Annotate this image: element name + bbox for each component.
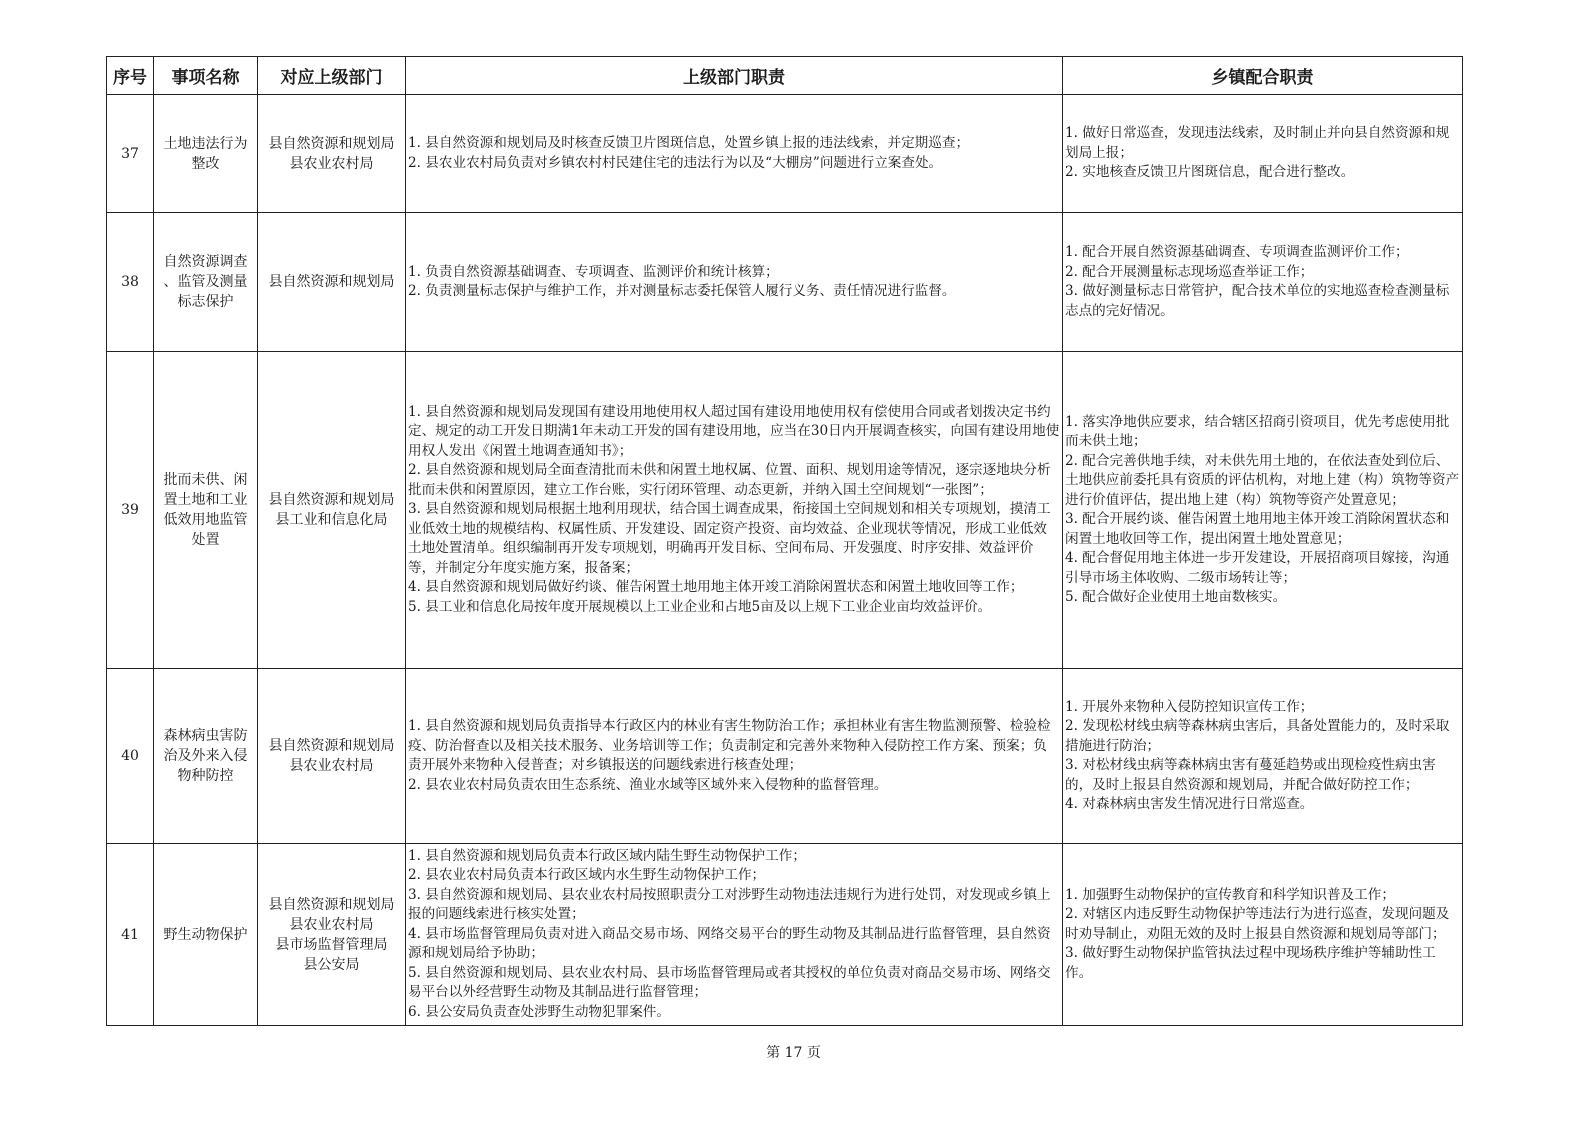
coop-item: 4. 配合督促用地主体进一步开发建设，开展招商项目嫁接，沟通引导市场主体收购、二级市场转让等；: [1065, 550, 1450, 586]
header-superior-duties: 上级部门职责: [406, 57, 1063, 95]
coop-item: 1. 做好日常巡查，发现违法线索，及时制止并向县自然资源和规划局上报；: [1065, 125, 1450, 161]
table-row: [107, 844, 1463, 1026]
row-number: 39: [107, 352, 154, 669]
item-name-cell: [154, 844, 258, 1026]
duty-item: 1. 县自然资源和规划局及时核查反馈卫片图斑信息，处置乡镇上报的违法线索，并定期巡查；: [408, 135, 970, 151]
item-name: 森林病虫害防 治及外来入侵 物种防控: [163, 728, 248, 784]
item-name: 野生动物保护: [163, 926, 248, 943]
duty-item: 4. 县自然资源和规划局做好约谈、催告闲置土地用地主体开竣工消除闲置状态和闲置土地收回等工作；: [408, 579, 1024, 596]
dept-name: 县自然资源和规划局: [268, 274, 395, 290]
responsibility-table: [106, 56, 1463, 1026]
dept-name: 县市场监督管理局: [275, 936, 388, 953]
item-name: 自然资源调查 、监管及测量 标志保护: [163, 254, 248, 310]
row-number: 37: [107, 95, 154, 213]
item-name: 批而未供、闲 置土地和工业 低效用地监管 处置: [163, 472, 248, 548]
superior-duties-cell: [406, 844, 1063, 1026]
coop-item: 2. 实地核查反馈卫片图斑信息，配合进行整改。: [1065, 164, 1355, 181]
coop-item: 2. 配合开展测量标志现场巡查举证工作；: [1065, 263, 1314, 280]
table-row: [107, 213, 1463, 352]
superior-duties-cell: [406, 213, 1063, 352]
duty-item: 1. 县自然资源和规划局负责本行政区域内陆生野生动物保护工作；: [408, 847, 806, 864]
dept-name: 县农业农村局: [289, 916, 374, 933]
dept-cell: [258, 669, 406, 844]
duty-item: 4. 县市场监督管理局负责对进入商品交易市场、网络交易平台的野生动物及其制品进行监督管理，县自然资源和规划局给予协助；: [408, 925, 1051, 962]
dept-name: 县工业和信息化局: [275, 512, 388, 528]
duty-item: 5. 县工业和信息化局按年度开展规模以上工业企业和占地5亩及以上规下工业企业亩均效益评价。: [408, 598, 992, 615]
dept-name: 县农业农村局: [289, 758, 374, 774]
row-number: 40: [107, 669, 154, 844]
coop-item: 3. 对松材线虫病等森林病虫害有蔓延趋势或出现检疫性病虫害的，及时上报县自然资源和规划局，并配合做好防控工作；: [1065, 757, 1436, 793]
coop-item: 3. 配合开展约谈、催告闲置土地用地主体开竣工消除闲置状态和闲置土地收回等工作，提出闲置土地处置意见；: [1065, 511, 1450, 547]
page-prefix: 第: [766, 1045, 781, 1061]
duty-item: 2. 县农业农村局负责农田生态系统、渔业水域等区域外来入侵物种的监督管理。: [408, 776, 888, 793]
item-name-cell: [154, 669, 258, 844]
superior-duties-cell: [406, 352, 1063, 669]
dept-name: 县农业农村局: [289, 155, 374, 172]
duty-item: 1. 县自然资源和规划局负责指导本行政区内的林业有害生物防治工作；承担林业有害生物监测预警、检验检疫、防治督查以及相关技术服务、业务培训等工作；负责制定和完善外来物种入侵防控工作方案、预案；负责开展外来物种入侵普查；对乡镇报送的问题线索进行核查处理；: [408, 718, 1051, 773]
header-seq: 序号: [107, 57, 154, 95]
duty-item: 3. 县自然资源和规划局根据土地利用现状，结合国土调查成果，衔接国土空间规划和相关专项规划，摸清工业低效土地的规模结构、权属性质、开发建设、固定资产投资、亩均效益、企业现状等情况，形成工业低效土地处置清单。组织编制再开发专项规划，明确再开发目标、空间布局、开发强度、时序安排、效益评价等，并制定分年度实施方案，报备案；: [408, 501, 1051, 576]
town-duties-cell: [1063, 844, 1463, 1026]
dept-name: 县自然资源和规划局: [268, 738, 395, 754]
superior-duties-cell: [406, 669, 1063, 844]
header-item-name: 事项名称: [154, 57, 258, 95]
coop-item: 2. 发现松材线虫病等森林病虫害后，具备处置能力的，及时采取措施进行防治；: [1065, 718, 1450, 754]
item-name-cell: [154, 213, 258, 352]
town-duties-cell: [1063, 669, 1463, 844]
row-number: 41: [107, 844, 154, 1026]
dept-name: 县自然资源和规划局: [268, 896, 395, 913]
item-name-cell: [154, 95, 258, 213]
dept-name: 县公安局: [303, 956, 360, 973]
dept-cell: [258, 95, 406, 213]
duty-item: 2. 负责测量标志保护与维护工作，并对测量标志委托保管人履行义务、责任情况进行监督。: [408, 283, 956, 299]
row-number: 38: [107, 213, 154, 352]
coop-item: 3. 做好测量标志日常管护，配合技术单位的实地巡查检查测量标志点的完好情况。: [1065, 283, 1450, 319]
duty-item: 1. 县自然资源和规划局发现国有建设用地使用权人超过国有建设用地使用权有偿使用合同或者划拨决定书约定、规定的动工开发日期满1年未动工开发的国有建设用地，应当在30日内开展调查核实，向国有建设用地使用权人发出《闲置土地调查通知书》；: [408, 403, 1060, 459]
duty-item: 3. 县自然资源和规划局、县农业农村局按照职责分工对涉野生动物违法违规行为进行处罚，对发现或乡镇上报的问题线索进行核实处置；: [408, 886, 1051, 923]
item-name-cell: [154, 352, 258, 669]
coop-item: 5. 配合做好企业使用土地亩数核实。: [1065, 589, 1287, 605]
town-duties-cell: [1063, 352, 1463, 669]
coop-item: 2. 配合完善供地手续，对未供先用土地的，在依法查处到位后、土地供应前委托具有资质的评估机构，对地上建（构）筑物等资产进行价值评估，提出地上建（构）筑物等资产处置意见；: [1065, 452, 1460, 508]
dept-cell: [258, 844, 406, 1026]
dept-cell: [258, 352, 406, 669]
dept-cell: [258, 213, 406, 352]
coop-item: 4. 对森林病虫害发生情况进行日常巡查。: [1065, 796, 1314, 812]
duty-item: 2. 县农业农村局负责本行政区域内水生野生动物保护工作；: [408, 867, 766, 884]
page-number: [0, 1042, 1587, 1062]
header-town-cooperation: 乡镇配合职责: [1063, 57, 1463, 95]
table-row: [107, 669, 1463, 844]
duty-item: 2. 县农业农村局负责对乡镇农村村民建住宅的违法行为以及“大棚房”问题进行立案查处。: [408, 154, 943, 171]
town-duties-cell: [1063, 213, 1463, 352]
coop-item: 1. 加强野生动物保护的宣传教育和科学知识普及工作；: [1065, 886, 1395, 903]
coop-item: 2. 对辖区内违反野生动物保护等违法行为进行巡查，发现问题及时劝导制止，劝阻无效的及时上报县自然资源和规划局等部门；: [1065, 906, 1450, 942]
table-header-row: [107, 57, 1463, 95]
page-suffix: 页: [806, 1045, 821, 1061]
dept-name: 县自然资源和规划局: [268, 135, 395, 152]
duty-item: 2. 县自然资源和规划局全面查清批而未供和闲置土地权属、位置、面积、规划用途等情况，逐宗逐地块分析批而未供和闲置原因，建立工作台账，实行闭环管理、动态更新，并纳入国土空间规划“一张图”；: [408, 462, 1051, 498]
town-duties-cell: [1063, 95, 1463, 213]
duty-item: 5. 县自然资源和规划局、县农业农村局、县市场监督管理局或者其授权的单位负责对商品交易市场、网络交易平台以外经营野生动物及其制品进行监督管理；: [408, 964, 1051, 1001]
table-row: [107, 95, 1463, 213]
coop-item: 1. 落实净地供应要求，结合辖区招商引资项目，优先考虑使用批而未供土地；: [1065, 413, 1450, 449]
duty-item: 6. 县公安局负责查处涉野生动物犯罪案件。: [408, 1003, 670, 1020]
table-row: [107, 352, 1463, 669]
page-value: 17: [784, 1045, 803, 1061]
coop-item: 3. 做好野生动物保护监管执法过程中现场秩序维护等辅助性工作。: [1065, 945, 1436, 981]
header-superior-dept: 对应上级部门: [258, 57, 406, 95]
duty-item: 1. 负责自然资源基础调查、专项调查、监测评价和统计核算；: [408, 263, 779, 280]
coop-item: 1. 开展外来物种入侵防控知识宣传工作；: [1065, 698, 1314, 715]
dept-name: 县自然资源和规划局: [268, 492, 395, 508]
coop-item: 1. 配合开展自然资源基础调查、专项调查监测评价工作；: [1065, 244, 1409, 260]
superior-duties-cell: [406, 95, 1063, 213]
item-name: 土地违法行为 整改: [163, 135, 248, 172]
